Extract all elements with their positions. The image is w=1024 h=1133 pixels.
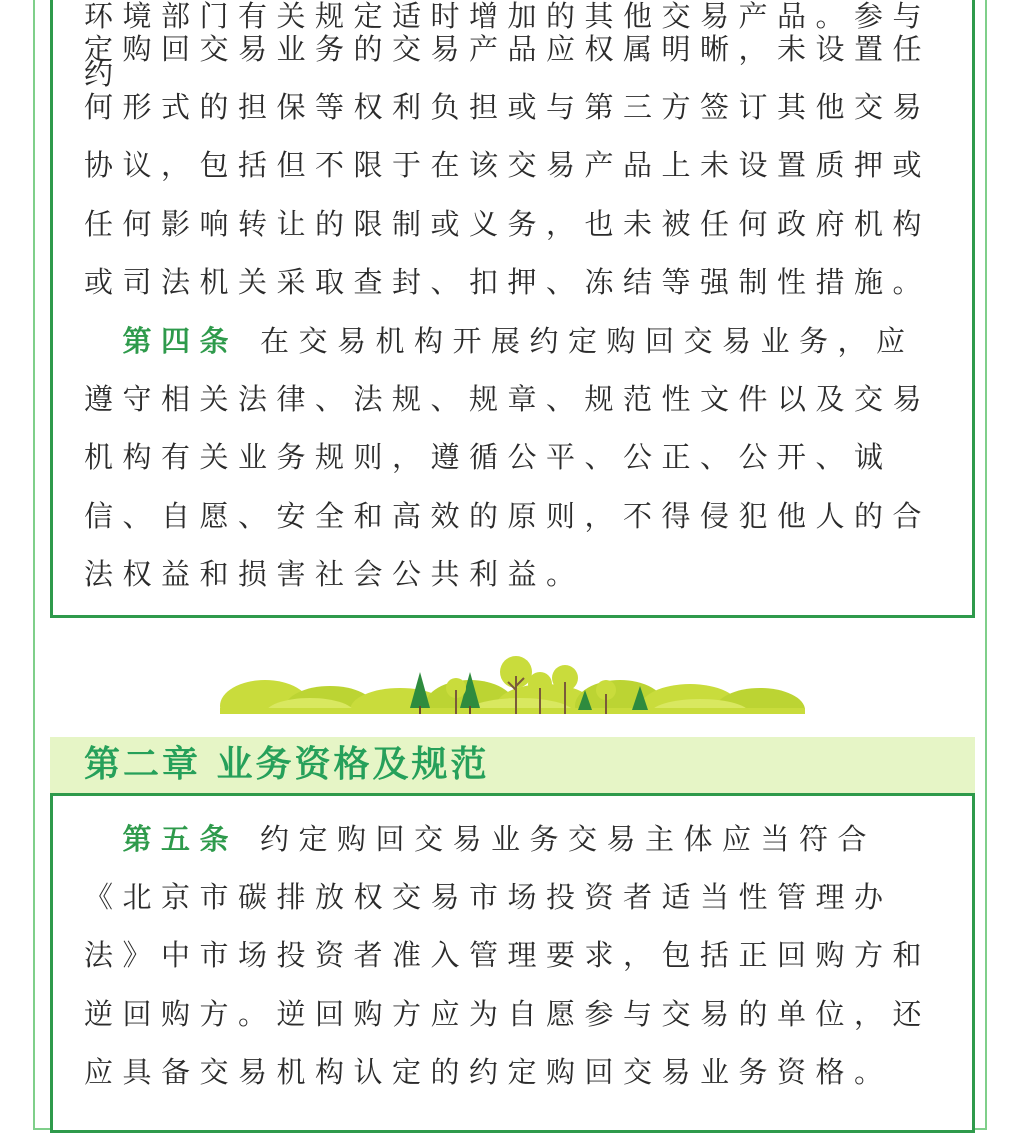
- article-4-label: 第四条: [122, 324, 239, 358]
- article-3-cut-line: 环境部门有关规定适时增加的其他交易产品。参与约: [84, 0, 932, 92]
- forest-divider-icon: [220, 650, 805, 714]
- article-4-text: 在交易机构开展约定购回交易业务，应遵守相关法律、法规、规章、规范性文件以及交易机构有关业务规则，遵循公平、公正、公开、诚信、自愿、安全和高效的原则，不得侵犯他人的合法权益和损害社会公共利益。: [84, 324, 932, 591]
- article-5-text: 约定购回交易业务交易主体应当符合《北京市碳排放权交易市场投资者适当性管理办法》中市场投资者准入管理要求，包括正回购方和逆回购方。逆回购方应为自愿参与交易的单位，还应具备交易机构认定的约定购回交易业务资格。: [84, 822, 932, 1089]
- article-5-label: 第五条: [122, 822, 239, 856]
- chapter-title: 第二章 业务资格及规范: [84, 744, 490, 785]
- article-5: [84, 810, 944, 1101]
- article-3-text: 定购回交易业务的交易产品应权属明晰，未设置任何形式的担保等权利负担或与第三方签订其他交易协议，包括但不限于在该交易产品上未设置质押或任何影响转让的限制或义务，也未被任何政府机构或司法机关采取查封、扣押、冻结等强制性措施。: [84, 32, 932, 299]
- article-4: [84, 312, 944, 603]
